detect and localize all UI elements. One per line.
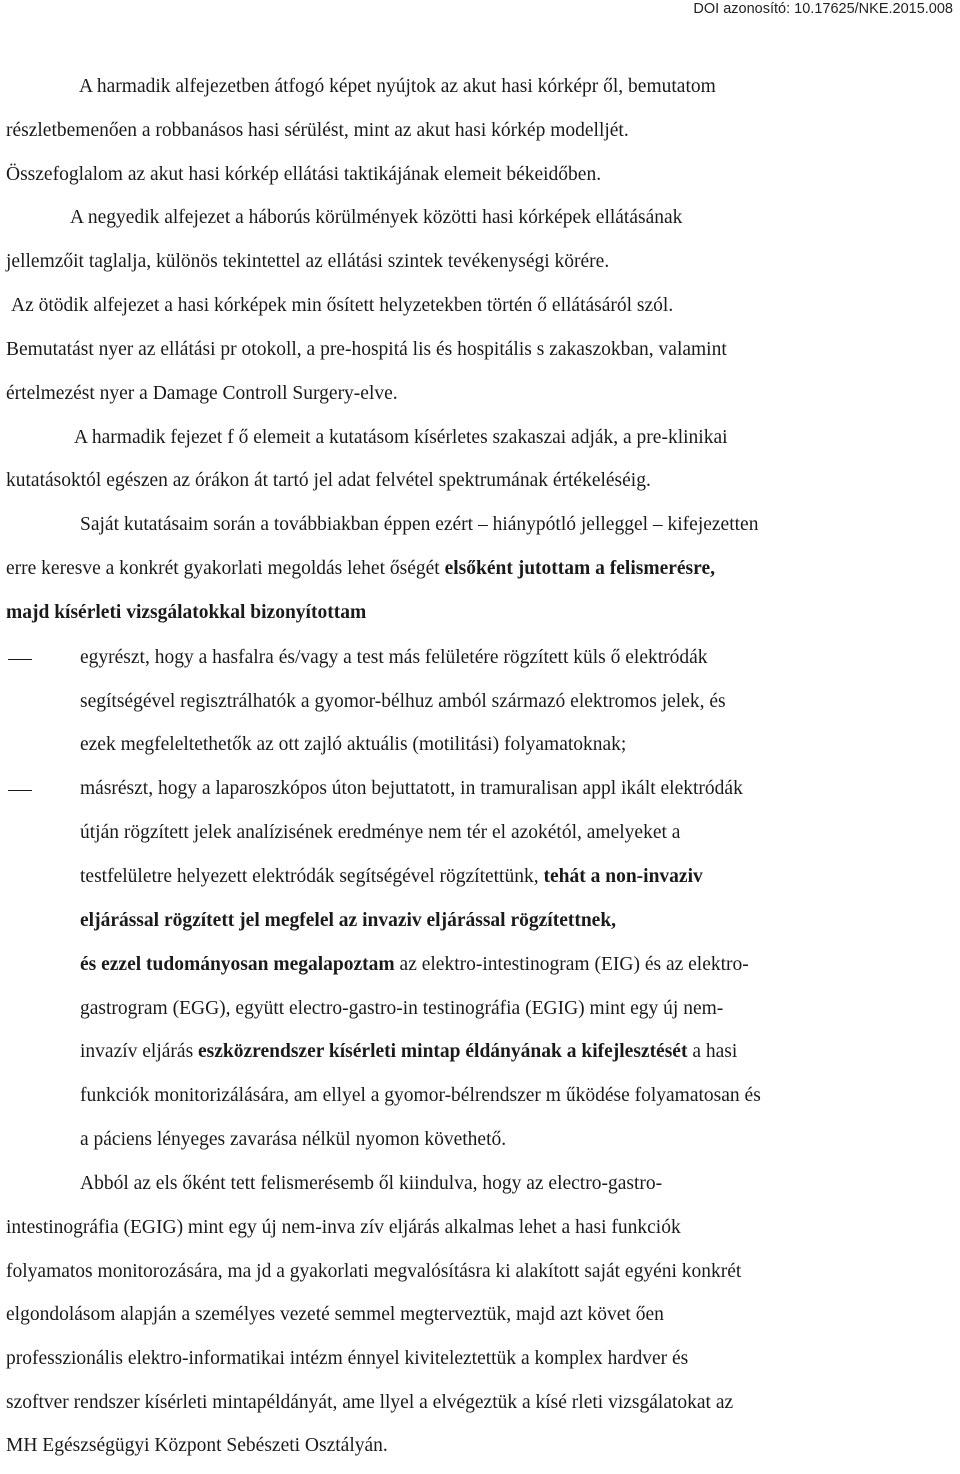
list-dash bbox=[8, 790, 32, 791]
text-run: invazív eljárás bbox=[80, 1041, 199, 1062]
text-run: Saját kutatásaim során a továbbiakban éppen ezért – hiánypótló jelleggel – kifejezetten bbox=[80, 514, 759, 535]
text-run: Bemutatást nyer az ellátási pr otokoll, a pre-hospitá lis és hospitális s zakaszokban, valamint bbox=[6, 339, 727, 360]
text-run: az elektro-intestinogram (EIG) és az elektro- bbox=[394, 954, 749, 975]
text-run: szoftver rendszer kísérleti mintapéldányát, ame llyel a elvégeztük a kísé rleti vizsgálatokat az bbox=[6, 1392, 734, 1413]
text-line bbox=[6, 119, 808, 143]
text-run: A negyedik alfejezet a háborús körülmények közötti hasi kórképek ellátásának bbox=[70, 207, 683, 228]
text-line bbox=[6, 601, 470, 625]
bold-text-run: majd kísérleti vizsgálatokkal bizonyítottam bbox=[6, 602, 367, 623]
text-line bbox=[6, 1391, 956, 1415]
text-line bbox=[70, 206, 866, 230]
bold-text-run: elsőként jutottam a felismerésre, bbox=[444, 558, 715, 579]
text-line bbox=[79, 75, 952, 99]
text-run: folyamatos monitorozására, ma jd a gyakorlati megvalósításra ki alakított saját egyéni konkrét bbox=[6, 1261, 742, 1282]
text-line bbox=[80, 777, 955, 801]
text-line bbox=[80, 997, 935, 1021]
text-line bbox=[80, 646, 953, 670]
text-run: Abból az els őként tett felismerésemb ől kiindulva, hogy az electro-gastro- bbox=[80, 1173, 663, 1194]
text-line bbox=[80, 1172, 892, 1196]
text-line bbox=[80, 1040, 952, 1064]
text-line bbox=[80, 865, 941, 889]
text-run: részletbemenően a robbanásos hasi sérülést, mint az akut hasi kórkép modelljét. bbox=[6, 120, 629, 141]
text-run: A harmadik fejezet f ő elemeit a kutatásom kísérletes szakaszai adják, a pre-klinikai bbox=[74, 427, 728, 448]
text-line bbox=[6, 1303, 960, 1327]
text-run: MH Egészségügyi Központ Sebészeti Osztályán. bbox=[6, 1435, 388, 1456]
text-run: testfelületre helyezett elektródák segítségével rögzítettünk, bbox=[80, 866, 544, 887]
text-run: jellemzőit taglalja, különös tekintettel az ellátási szintek tevékenységi körére. bbox=[6, 251, 610, 272]
text-line bbox=[80, 513, 956, 537]
bold-text-run: eszközrendszer kísérleti mintap éldányának a kifejlesztését bbox=[198, 1041, 688, 1062]
list-dash bbox=[8, 659, 32, 660]
text-run: funkciók monitorizálására, am ellyel a gyomor-bélrendszer m űködése folyamatosan és bbox=[80, 1085, 761, 1106]
text-run: útján rögzített jelek analízisének eredménye nem tér el azokétól, amelyeket a bbox=[80, 822, 681, 843]
text-run: Összefoglalom az akut hasi kórkép ellátási taktikájának elemeit békeidőben. bbox=[6, 164, 602, 185]
text-line bbox=[6, 1216, 936, 1240]
text-line bbox=[6, 338, 954, 362]
text-run: A harmadik alfejezetben átfogó képet nyújtok az akut hasi kórképr ől, bemutatom bbox=[79, 76, 716, 97]
text-run: a páciens lényeges zavarása nélkül nyomon követhető. bbox=[80, 1129, 507, 1150]
text-line bbox=[6, 557, 951, 581]
text-run: gastrogram (EGG), együtt electro-gastro-in testinográfia (EGIG) mint egy új nem- bbox=[80, 998, 724, 1019]
text-run: erre keresve a konkrét gyakorlati megoldás lehet őségét bbox=[6, 558, 445, 579]
text-run: intestinográfia (EGIG) mint egy új nem-inva zív eljárás alkalmas lehet a hasi funkciók bbox=[6, 1217, 681, 1238]
text-line bbox=[6, 469, 839, 493]
bold-text-run: eljárással rögzített jel megfelel az invaziv eljárással rögzítettnek, bbox=[80, 910, 617, 931]
text-line bbox=[80, 1128, 631, 1152]
text-line bbox=[74, 426, 931, 450]
text-run: ezek megfeleltethetők az ott zajló aktuális (motilitási) folyamatoknak; bbox=[80, 734, 627, 755]
text-run: értelmezést nyer a Damage Controll Surgery-elve. bbox=[6, 383, 398, 404]
text-line bbox=[80, 690, 934, 714]
text-line bbox=[6, 1260, 956, 1284]
text-run: kutatásoktól egészen az órákon át tartó jel adat felvétel spektrumának értékeléséig. bbox=[6, 470, 651, 491]
text-line bbox=[11, 294, 952, 318]
text-line bbox=[6, 163, 719, 187]
text-line bbox=[6, 250, 828, 274]
text-line bbox=[80, 821, 861, 845]
text-run: professzionális elektro-informatikai intézm énnyel kiviteleztettük a komplex hardver és bbox=[6, 1348, 689, 1369]
text-line bbox=[80, 733, 788, 757]
bold-text-run: és ezzel tudományosan megalapoztam bbox=[80, 954, 395, 975]
text-line bbox=[80, 953, 955, 977]
text-run: segítségével regisztrálhatók a gyomor-bélhuz amból származó elektromos jelek, és bbox=[80, 691, 726, 712]
text-run: a hasi bbox=[687, 1041, 738, 1062]
text-run: Az ötödik alfejezet a hasi kórképek min ősített helyzetekben történ ő ellátásáról szól. bbox=[11, 295, 674, 316]
text-line bbox=[6, 1434, 498, 1458]
text-line bbox=[80, 909, 774, 933]
text-run: egyrészt, hogy a hasfalra és/vagy a test más felületére rögzített küls ő elektródák bbox=[80, 647, 708, 668]
text-line bbox=[80, 1084, 958, 1108]
text-run: másrészt, hogy a laparoszkópos úton bejuttatott, in tramuralisan appl ikált elektródák bbox=[80, 778, 743, 799]
text-run: elgondolásom alapján a személyes vezeté semmel megterveztük, majd azt követ ően bbox=[6, 1304, 664, 1325]
text-line bbox=[6, 382, 519, 406]
bold-text-run: tehát a non-invaziv bbox=[543, 866, 703, 887]
doi-header: DOI azonosító: 10.17625/NKE.2015.008 bbox=[693, 1, 953, 17]
text-line bbox=[6, 1347, 908, 1371]
